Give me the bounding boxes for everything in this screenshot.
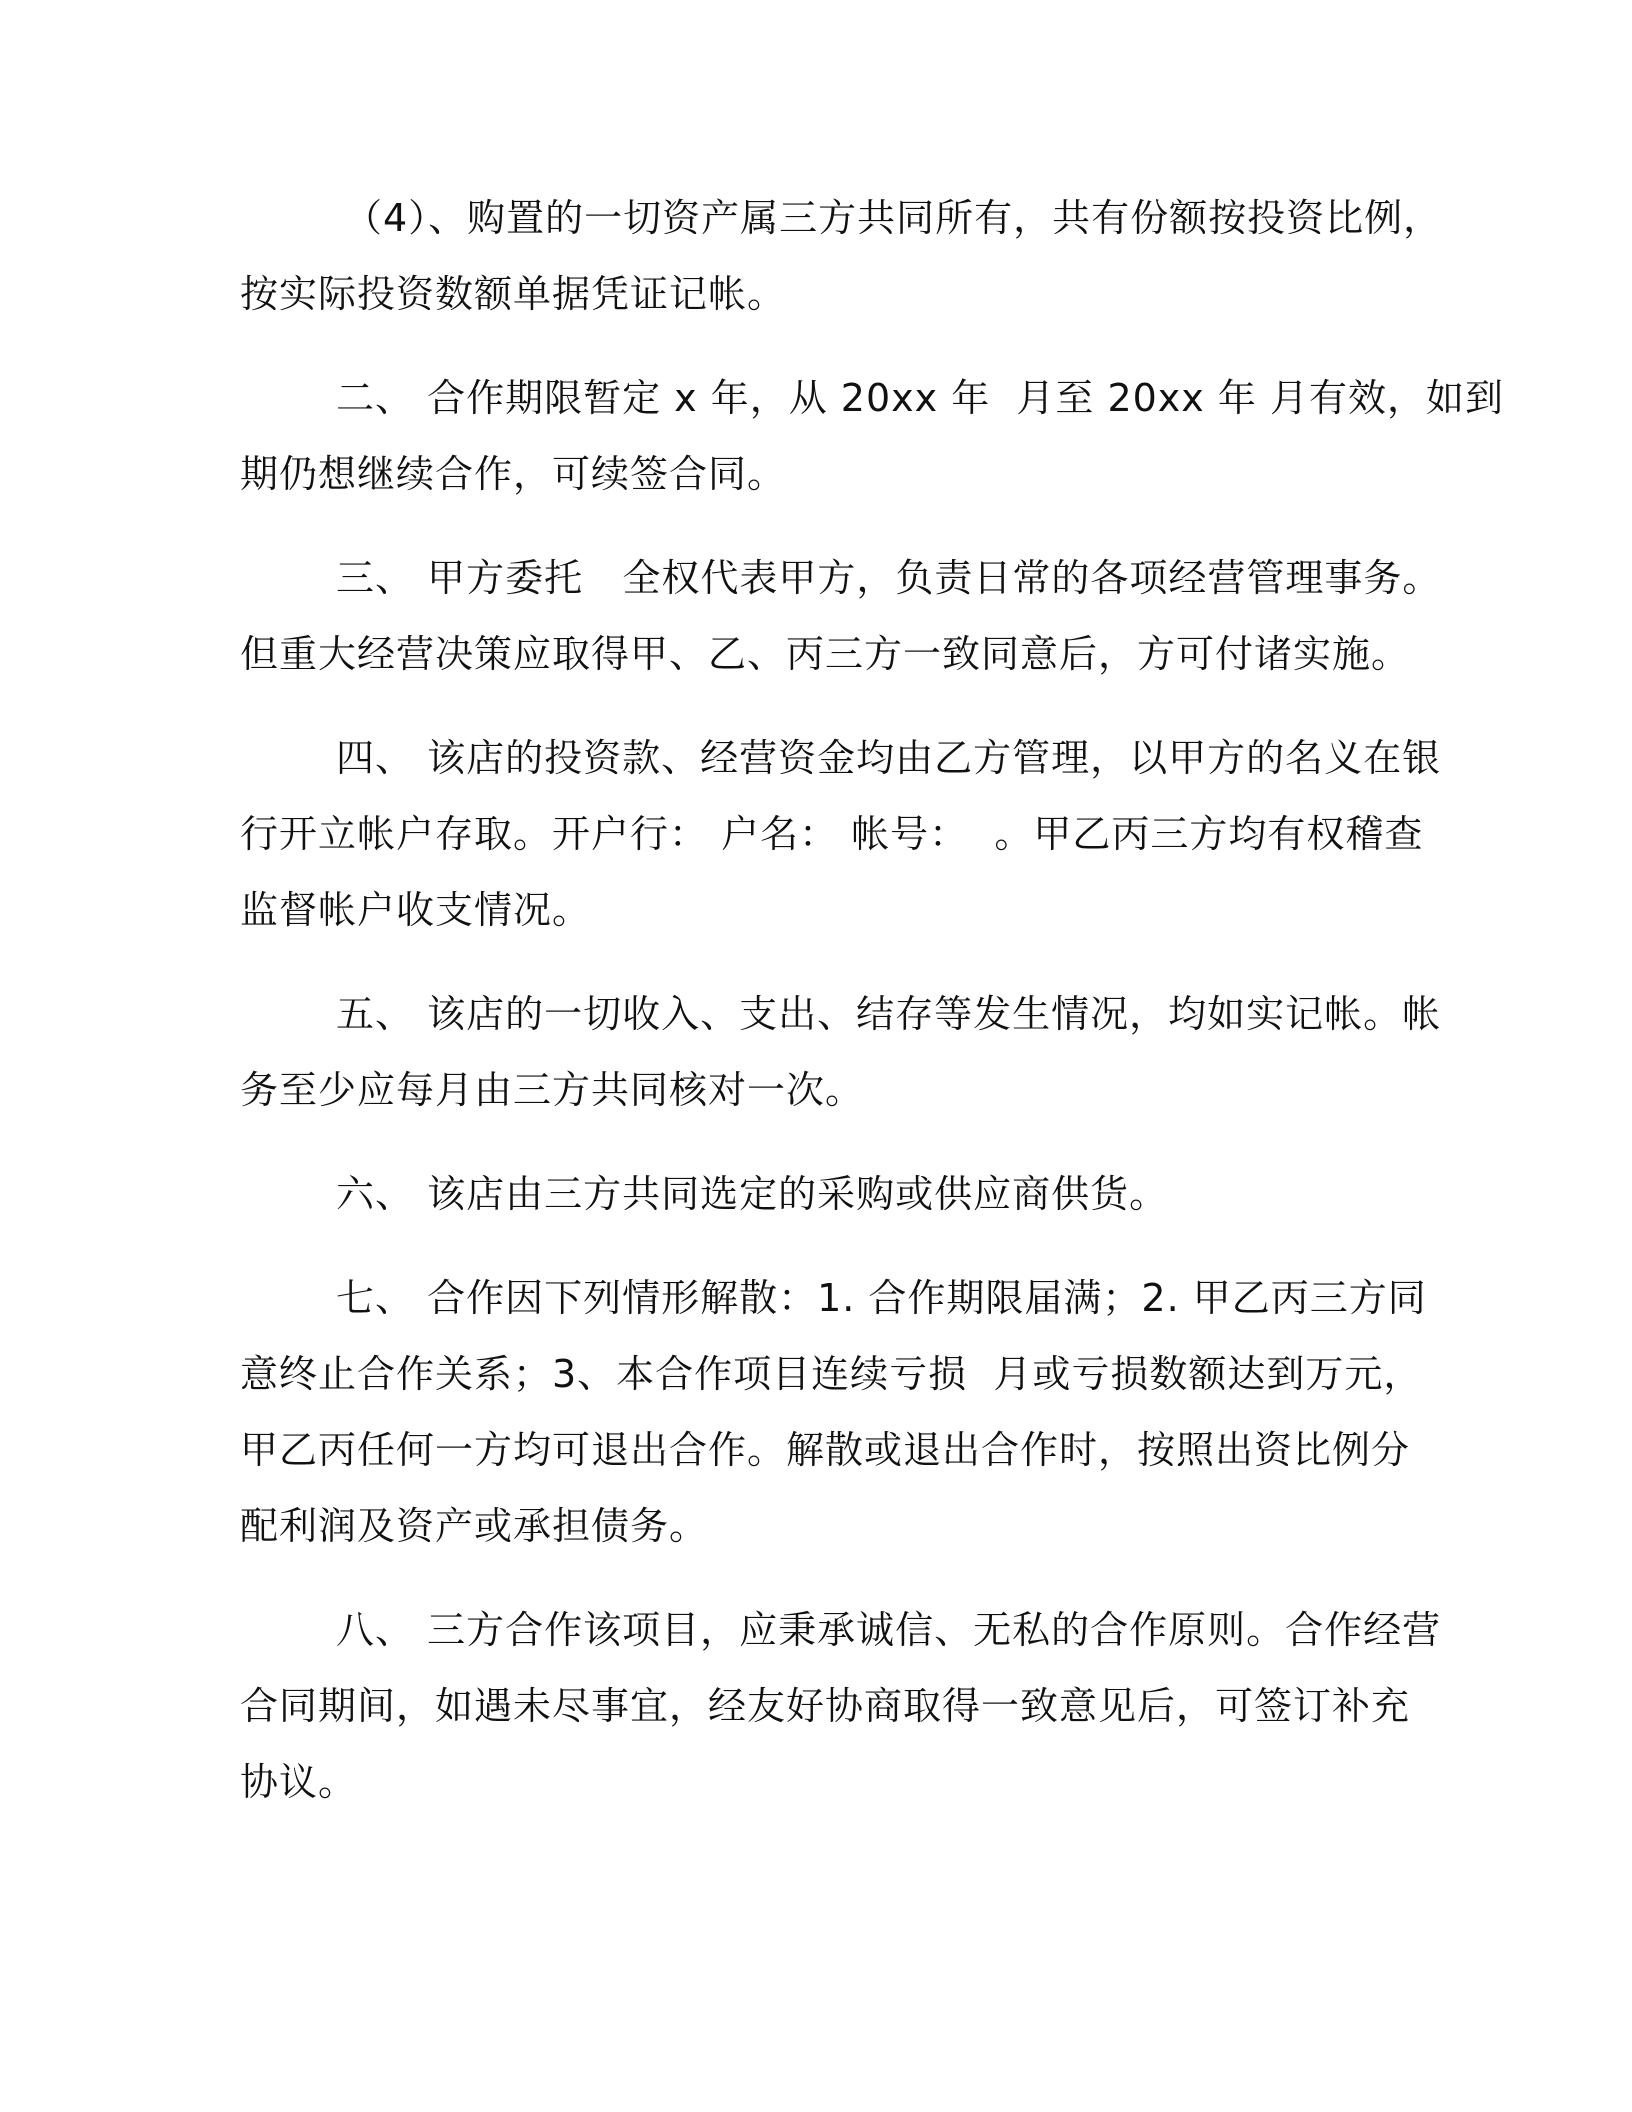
article-5-line-2: 务至少应每月由三方共同核对一次。	[240, 1068, 865, 1112]
article-2-line-1: 二、 合作期限暂定 x 年，从 20xx 年 月至 20xx 年 月有效，如到	[336, 376, 1504, 420]
paragraph-4-line-2: 按实际投资数额单据凭证记帐。	[240, 272, 787, 316]
article-8-line-3: 协议。	[240, 1760, 358, 1804]
article-3-line-2: 但重大经营决策应取得甲、乙、丙三方一致同意后，方可付诸实施。	[240, 632, 1411, 676]
article-4-line-3: 监督帐户收支情况。	[240, 888, 592, 932]
article-7-line-3: 甲乙丙任何一方均可退出合作。解散或退出合作时，按照出资比例分	[240, 1428, 1411, 1472]
article-3-line-1: 三、 甲方委托 全权代表甲方，负责日常的各项经营管理事务。	[336, 556, 1442, 600]
article-7-line-4: 配利润及资产或承担债务。	[240, 1504, 709, 1548]
article-8-line-2: 合同期间，如遇未尽事宜，经友好协商取得一致意见后，可签订补充	[240, 1684, 1411, 1728]
paragraph-4-line-1: （4）、购置的一切资产属三方共同所有，共有份额按投资比例，	[344, 196, 1443, 240]
article-7-line-1: 七、 合作因下列情形解散：1. 合作期限届满；2. 甲乙丙三方同	[336, 1276, 1427, 1320]
article-6-line-1: 六、 该店由三方共同选定的采购或供应商供货。	[336, 1172, 1169, 1216]
article-5-line-1: 五、 该店的一切收入、支出、结存等发生情况，均如实记帐。帐	[336, 992, 1442, 1036]
article-4-line-1: 四、 该店的投资款、经营资金均由乙方管理，以甲方的名义在银	[336, 736, 1442, 780]
article-2-line-2: 期仍想继续合作，可续签合同。	[240, 452, 787, 496]
article-8-line-1: 八、 三方合作该项目，应秉承诚信、无私的合作原则。合作经营	[336, 1608, 1442, 1652]
article-7-line-2: 意终止合作关系；3、本合作项目连续亏损 月或亏损数额达到万元，	[240, 1352, 1423, 1396]
article-4-line-2: 行开立帐户存取。开户行： 户名： 帐号： 。甲乙丙三方均有权稽查	[240, 812, 1424, 856]
